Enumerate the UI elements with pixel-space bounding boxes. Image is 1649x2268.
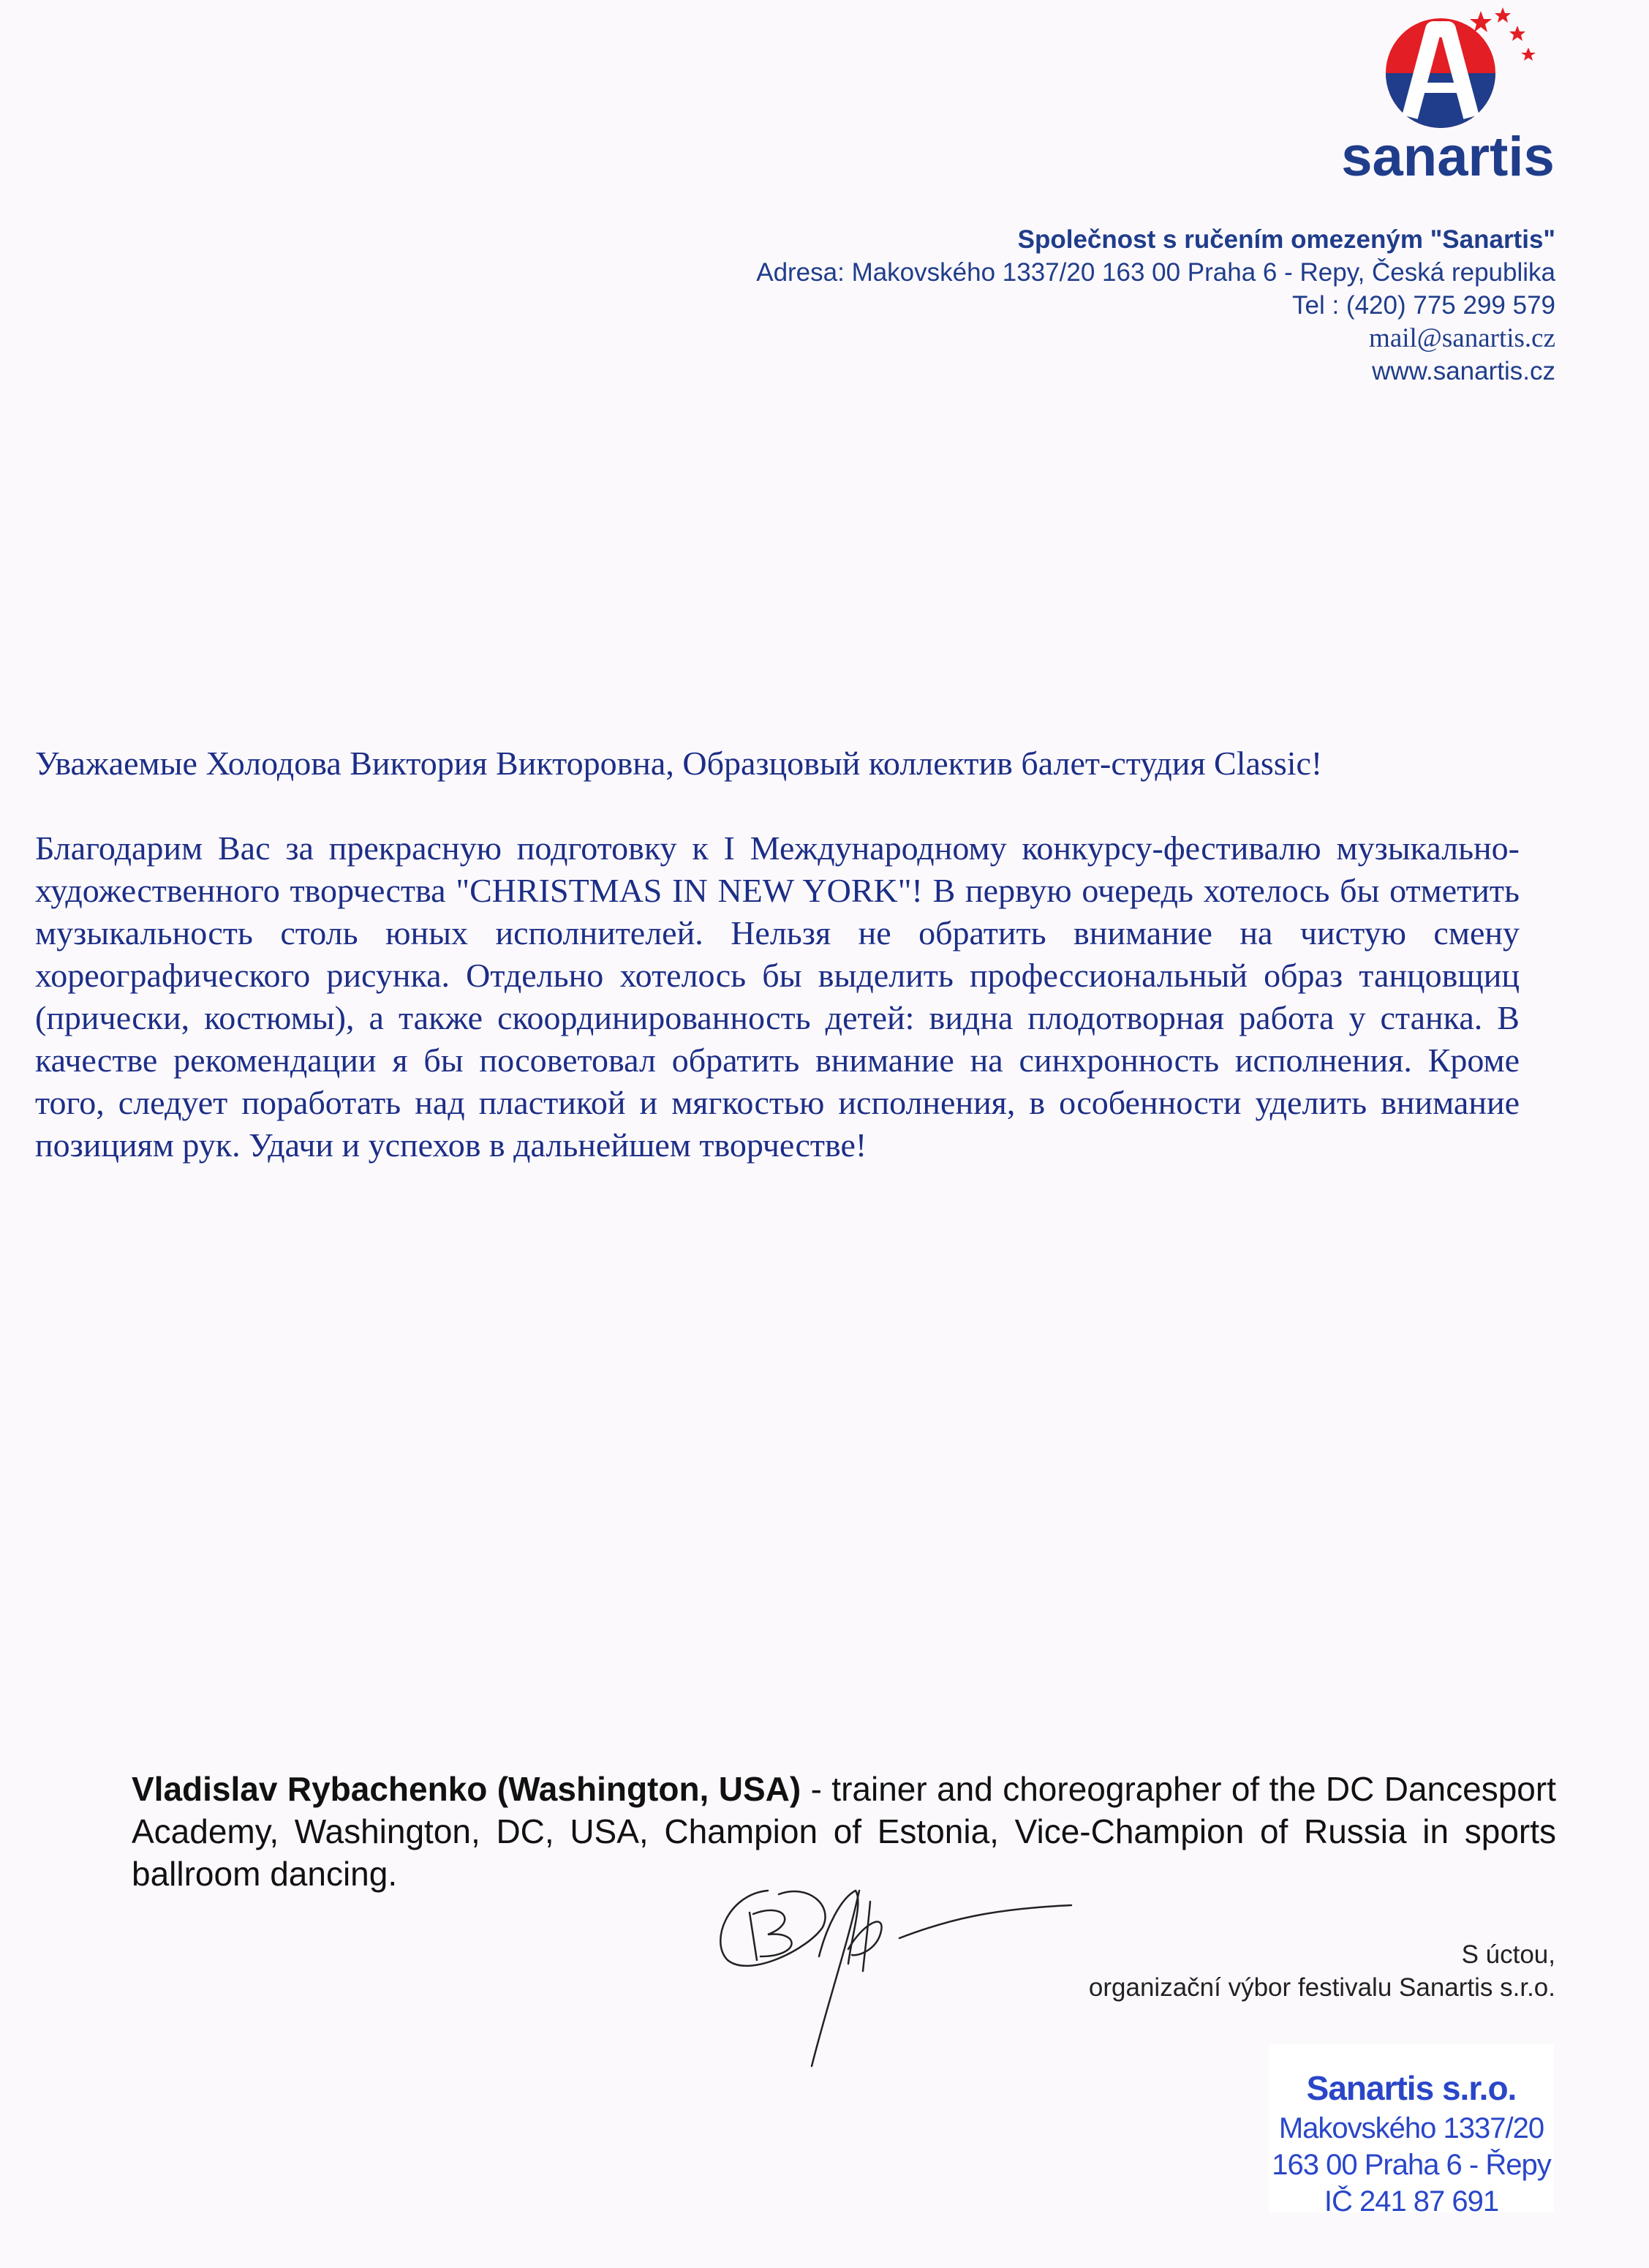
letter-greeting: Уважаемые Холодова Виктория Викторовна, Образцовый коллектив балет-студия Classic! [35,745,1323,782]
letter-content [35,742,1520,1167]
signoff [897,1938,1555,2004]
stamp-company: Sanartis s.r.o. [1306,2069,1517,2107]
signoff-salutation: S úctou, [1461,1940,1555,1969]
company-email: mail@sanartis.cz [1369,323,1555,353]
stamp-id: IČ 241 87 691 [1324,2185,1499,2218]
letter-body: Благодарим Вас за прекрасную подготовку к I Международному конкурсу-фестивалю музыкально-художественного творчества "CHRISTMAS IN NEW YORK"! В первую очередь хотелось бы отметить музыкальность столь юных исполнителей. Нельзя не обратить внимание на чистую смену хореографического рисунка. Отдельно хотелось бы выделить профессиональный образ танцовщиц (прически, костюмы), а также скоординированность детей: видна плодотворная работа у станка. В качестве рекомендации я бы посоветовал обратить внимание на синхронность исполнения. Кроме того, следует поработать над пластикой и мягкостью исполнения, в особенности уделить внимание позициям рук. Удачи и успехов в дальнейшем творчестве! [35,829,1520,1164]
sanartis-logo [1316,0,1558,190]
logo-wordmark: sanartis [1341,126,1555,188]
company-website: www.sanartis.cz [1372,357,1555,385]
company-stamp [1269,2044,1554,2218]
company-info [532,223,1555,388]
company-address: Adresa: Makovského 1337/20 163 00 Praha 6 - Repy, Česká republika [756,258,1555,287]
stamp-street: Makovského 1337/20 [1278,2112,1544,2144]
stamp-city: 163 00 Praha 6 - Řepy [1272,2149,1551,2181]
company-phone: Tel : (420) 775 299 579 [1292,291,1555,320]
logo-globe-icon [1386,18,1495,128]
signer-description: - trainer and choreographer of the DC Dancesport Academy, Washington, DC, USA, Champion of Estonia, Vice-Champion of Russia in sports ballroom dancing. [132,1770,1556,1893]
signer-name: Vladislav Rybachenko (Washington, USA) [132,1770,801,1808]
company-name: Společnost s ručením omezeným "Sanartis" [1017,225,1555,254]
signoff-committee: organizační výbor festivalu Sanartis s.r.o. [1088,1973,1555,2002]
